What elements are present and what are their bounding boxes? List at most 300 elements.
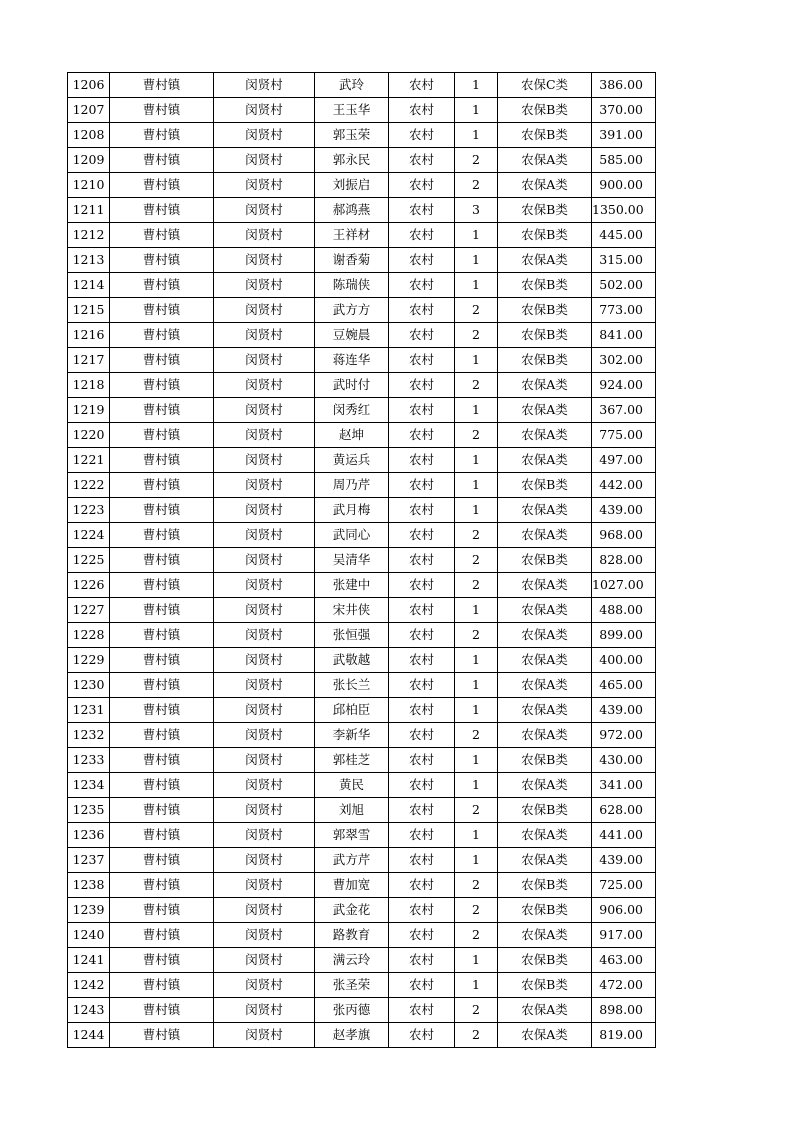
cell-household-type: 农村 bbox=[389, 348, 455, 373]
cell-village: 闵贤村 bbox=[214, 423, 315, 448]
cell-town: 曹村镇 bbox=[110, 98, 214, 123]
cell-person-name: 宋井侠 bbox=[315, 598, 389, 623]
cell-person-count: 2 bbox=[455, 148, 498, 173]
cell-household-type: 农村 bbox=[389, 298, 455, 323]
cell-household-type: 农村 bbox=[389, 748, 455, 773]
cell-person-name: 张建中 bbox=[315, 573, 389, 598]
cell-person-name: 郭翠雪 bbox=[315, 823, 389, 848]
cell-serial-number: 1237 bbox=[68, 848, 110, 873]
cell-insurance-category: 农保A类 bbox=[498, 848, 592, 873]
table-row bbox=[68, 448, 656, 473]
cell-person-count: 1 bbox=[455, 73, 498, 98]
cell-town: 曹村镇 bbox=[110, 548, 214, 573]
table-row bbox=[68, 398, 656, 423]
cell-serial-number: 1214 bbox=[68, 273, 110, 298]
cell-serial-number: 1230 bbox=[68, 673, 110, 698]
table-row bbox=[68, 148, 656, 173]
cell-amount: 725.00 bbox=[592, 873, 656, 898]
cell-household-type: 农村 bbox=[389, 798, 455, 823]
table-row bbox=[68, 323, 656, 348]
cell-insurance-category: 农保B类 bbox=[498, 123, 592, 148]
cell-person-count: 1 bbox=[455, 698, 498, 723]
cell-amount: 828.00 bbox=[592, 548, 656, 573]
cell-household-type: 农村 bbox=[389, 323, 455, 348]
cell-person-name: 郭桂芝 bbox=[315, 748, 389, 773]
cell-village: 闵贤村 bbox=[214, 948, 315, 973]
cell-town: 曹村镇 bbox=[110, 148, 214, 173]
cell-serial-number: 1221 bbox=[68, 448, 110, 473]
cell-amount: 775.00 bbox=[592, 423, 656, 448]
cell-person-name: 豆婉晨 bbox=[315, 323, 389, 348]
cell-household-type: 农村 bbox=[389, 173, 455, 198]
cell-village: 闵贤村 bbox=[214, 298, 315, 323]
cell-serial-number: 1242 bbox=[68, 973, 110, 998]
cell-village: 闵贤村 bbox=[214, 573, 315, 598]
table-row bbox=[68, 723, 656, 748]
cell-amount: 899.00 bbox=[592, 623, 656, 648]
cell-amount: 463.00 bbox=[592, 948, 656, 973]
table-row bbox=[68, 848, 656, 873]
cell-person-count: 2 bbox=[455, 1023, 498, 1048]
cell-person-count: 1 bbox=[455, 773, 498, 798]
cell-household-type: 农村 bbox=[389, 948, 455, 973]
cell-amount: 497.00 bbox=[592, 448, 656, 473]
cell-town: 曹村镇 bbox=[110, 973, 214, 998]
cell-person-count: 1 bbox=[455, 948, 498, 973]
cell-insurance-category: 农保B类 bbox=[498, 473, 592, 498]
cell-town: 曹村镇 bbox=[110, 423, 214, 448]
cell-insurance-category: 农保A类 bbox=[498, 398, 592, 423]
cell-town: 曹村镇 bbox=[110, 448, 214, 473]
cell-village: 闵贤村 bbox=[214, 198, 315, 223]
cell-person-name: 武同心 bbox=[315, 523, 389, 548]
cell-insurance-category: 农保A类 bbox=[498, 373, 592, 398]
cell-town: 曹村镇 bbox=[110, 948, 214, 973]
cell-town: 曹村镇 bbox=[110, 373, 214, 398]
cell-serial-number: 1239 bbox=[68, 898, 110, 923]
cell-village: 闵贤村 bbox=[214, 673, 315, 698]
cell-village: 闵贤村 bbox=[214, 98, 315, 123]
cell-village: 闵贤村 bbox=[214, 598, 315, 623]
cell-insurance-category: 农保A类 bbox=[498, 1023, 592, 1048]
cell-serial-number: 1210 bbox=[68, 173, 110, 198]
table-row bbox=[68, 473, 656, 498]
cell-household-type: 农村 bbox=[389, 273, 455, 298]
table-row bbox=[68, 998, 656, 1023]
cell-person-name: 邱柏臣 bbox=[315, 698, 389, 723]
cell-village: 闵贤村 bbox=[214, 223, 315, 248]
cell-village: 闵贤村 bbox=[214, 898, 315, 923]
table-row bbox=[68, 173, 656, 198]
cell-person-count: 1 bbox=[455, 498, 498, 523]
cell-insurance-category: 农保A类 bbox=[498, 923, 592, 948]
cell-household-type: 农村 bbox=[389, 448, 455, 473]
cell-town: 曹村镇 bbox=[110, 198, 214, 223]
cell-person-count: 2 bbox=[455, 548, 498, 573]
cell-household-type: 农村 bbox=[389, 773, 455, 798]
cell-town: 曹村镇 bbox=[110, 823, 214, 848]
cell-person-count: 1 bbox=[455, 473, 498, 498]
table-row bbox=[68, 673, 656, 698]
table-row bbox=[68, 748, 656, 773]
cell-person-name: 刘振启 bbox=[315, 173, 389, 198]
cell-insurance-category: 农保A类 bbox=[498, 823, 592, 848]
cell-serial-number: 1243 bbox=[68, 998, 110, 1023]
cell-household-type: 农村 bbox=[389, 1023, 455, 1048]
cell-person-count: 2 bbox=[455, 573, 498, 598]
cell-town: 曹村镇 bbox=[110, 623, 214, 648]
cell-insurance-category: 农保B类 bbox=[498, 973, 592, 998]
cell-person-name: 张恒强 bbox=[315, 623, 389, 648]
cell-amount: 367.00 bbox=[592, 398, 656, 423]
cell-household-type: 农村 bbox=[389, 648, 455, 673]
cell-serial-number: 1216 bbox=[68, 323, 110, 348]
cell-insurance-category: 农保A类 bbox=[498, 573, 592, 598]
table-row bbox=[68, 1023, 656, 1048]
cell-person-count: 1 bbox=[455, 223, 498, 248]
cell-insurance-category: 农保A类 bbox=[498, 698, 592, 723]
cell-town: 曹村镇 bbox=[110, 773, 214, 798]
cell-person-name: 蒋连华 bbox=[315, 348, 389, 373]
cell-household-type: 农村 bbox=[389, 198, 455, 223]
cell-serial-number: 1235 bbox=[68, 798, 110, 823]
cell-town: 曹村镇 bbox=[110, 898, 214, 923]
cell-town: 曹村镇 bbox=[110, 573, 214, 598]
cell-person-name: 王玉华 bbox=[315, 98, 389, 123]
cell-person-count: 2 bbox=[455, 523, 498, 548]
cell-amount: 386.00 bbox=[592, 73, 656, 98]
cell-town: 曹村镇 bbox=[110, 873, 214, 898]
cell-serial-number: 1209 bbox=[68, 148, 110, 173]
cell-serial-number: 1238 bbox=[68, 873, 110, 898]
cell-village: 闵贤村 bbox=[214, 623, 315, 648]
cell-insurance-category: 农保B类 bbox=[498, 223, 592, 248]
cell-serial-number: 1215 bbox=[68, 298, 110, 323]
cell-town: 曹村镇 bbox=[110, 298, 214, 323]
cell-person-count: 2 bbox=[455, 373, 498, 398]
cell-insurance-category: 农保B类 bbox=[498, 273, 592, 298]
cell-person-name: 王祥材 bbox=[315, 223, 389, 248]
cell-household-type: 农村 bbox=[389, 848, 455, 873]
cell-household-type: 农村 bbox=[389, 723, 455, 748]
cell-serial-number: 1213 bbox=[68, 248, 110, 273]
cell-person-count: 3 bbox=[455, 198, 498, 223]
cell-amount: 472.00 bbox=[592, 973, 656, 998]
cell-serial-number: 1241 bbox=[68, 948, 110, 973]
cell-person-count: 2 bbox=[455, 623, 498, 648]
table-row bbox=[68, 623, 656, 648]
cell-amount: 917.00 bbox=[592, 923, 656, 948]
cell-person-name: 武玲 bbox=[315, 73, 389, 98]
cell-village: 闵贤村 bbox=[214, 873, 315, 898]
cell-insurance-category: 农保B类 bbox=[498, 348, 592, 373]
cell-person-name: 武时付 bbox=[315, 373, 389, 398]
cell-household-type: 农村 bbox=[389, 998, 455, 1023]
cell-serial-number: 1207 bbox=[68, 98, 110, 123]
table-row bbox=[68, 798, 656, 823]
cell-insurance-category: 农保A类 bbox=[498, 523, 592, 548]
cell-serial-number: 1218 bbox=[68, 373, 110, 398]
cell-amount: 430.00 bbox=[592, 748, 656, 773]
cell-town: 曹村镇 bbox=[110, 123, 214, 148]
cell-insurance-category: 农保A类 bbox=[498, 723, 592, 748]
cell-household-type: 农村 bbox=[389, 73, 455, 98]
cell-serial-number: 1223 bbox=[68, 498, 110, 523]
cell-town: 曹村镇 bbox=[110, 498, 214, 523]
cell-village: 闵贤村 bbox=[214, 448, 315, 473]
cell-person-count: 2 bbox=[455, 923, 498, 948]
cell-person-count: 2 bbox=[455, 873, 498, 898]
cell-person-name: 路教育 bbox=[315, 923, 389, 948]
cell-household-type: 农村 bbox=[389, 248, 455, 273]
cell-serial-number: 1208 bbox=[68, 123, 110, 148]
cell-town: 曹村镇 bbox=[110, 348, 214, 373]
cell-serial-number: 1219 bbox=[68, 398, 110, 423]
cell-person-count: 2 bbox=[455, 423, 498, 448]
cell-household-type: 农村 bbox=[389, 973, 455, 998]
cell-serial-number: 1222 bbox=[68, 473, 110, 498]
cell-amount: 465.00 bbox=[592, 673, 656, 698]
cell-village: 闵贤村 bbox=[214, 748, 315, 773]
cell-household-type: 农村 bbox=[389, 123, 455, 148]
cell-household-type: 农村 bbox=[389, 698, 455, 723]
cell-person-name: 武方芹 bbox=[315, 848, 389, 873]
cell-town: 曹村镇 bbox=[110, 248, 214, 273]
cell-household-type: 农村 bbox=[389, 423, 455, 448]
cell-person-name: 武月梅 bbox=[315, 498, 389, 523]
cell-serial-number: 1229 bbox=[68, 648, 110, 673]
cell-amount: 400.00 bbox=[592, 648, 656, 673]
cell-town: 曹村镇 bbox=[110, 748, 214, 773]
cell-household-type: 农村 bbox=[389, 548, 455, 573]
cell-household-type: 农村 bbox=[389, 573, 455, 598]
cell-serial-number: 1217 bbox=[68, 348, 110, 373]
cell-household-type: 农村 bbox=[389, 98, 455, 123]
cell-village: 闵贤村 bbox=[214, 273, 315, 298]
cell-serial-number: 1231 bbox=[68, 698, 110, 723]
cell-amount: 924.00 bbox=[592, 373, 656, 398]
cell-serial-number: 1226 bbox=[68, 573, 110, 598]
cell-town: 曹村镇 bbox=[110, 173, 214, 198]
cell-person-name: 谢香菊 bbox=[315, 248, 389, 273]
cell-insurance-category: 农保A类 bbox=[498, 598, 592, 623]
cell-person-name: 武金花 bbox=[315, 898, 389, 923]
cell-amount: 819.00 bbox=[592, 1023, 656, 1048]
cell-serial-number: 1244 bbox=[68, 1023, 110, 1048]
cell-person-count: 1 bbox=[455, 848, 498, 873]
cell-insurance-category: 农保B类 bbox=[498, 298, 592, 323]
cell-amount: 972.00 bbox=[592, 723, 656, 748]
cell-insurance-category: 农保A类 bbox=[498, 173, 592, 198]
cell-amount: 1350.00 bbox=[592, 198, 656, 223]
cell-village: 闵贤村 bbox=[214, 123, 315, 148]
cell-household-type: 农村 bbox=[389, 223, 455, 248]
cell-insurance-category: 农保A类 bbox=[498, 998, 592, 1023]
cell-person-name: 满云玲 bbox=[315, 948, 389, 973]
cell-amount: 968.00 bbox=[592, 523, 656, 548]
cell-village: 闵贤村 bbox=[214, 398, 315, 423]
cell-insurance-category: 农保A类 bbox=[498, 148, 592, 173]
cell-amount: 906.00 bbox=[592, 898, 656, 923]
cell-village: 闵贤村 bbox=[214, 323, 315, 348]
cell-insurance-category: 农保B类 bbox=[498, 548, 592, 573]
cell-person-count: 2 bbox=[455, 323, 498, 348]
cell-amount: 773.00 bbox=[592, 298, 656, 323]
cell-village: 闵贤村 bbox=[214, 973, 315, 998]
cell-person-count: 2 bbox=[455, 998, 498, 1023]
cell-person-count: 1 bbox=[455, 448, 498, 473]
benefit-roster-table bbox=[67, 72, 656, 1048]
table-row bbox=[68, 648, 656, 673]
cell-person-count: 2 bbox=[455, 173, 498, 198]
cell-household-type: 农村 bbox=[389, 373, 455, 398]
cell-amount: 441.00 bbox=[592, 823, 656, 848]
cell-household-type: 农村 bbox=[389, 898, 455, 923]
cell-town: 曹村镇 bbox=[110, 323, 214, 348]
cell-person-count: 1 bbox=[455, 823, 498, 848]
cell-town: 曹村镇 bbox=[110, 523, 214, 548]
cell-person-name: 吴清华 bbox=[315, 548, 389, 573]
cell-person-name: 郝鸿燕 bbox=[315, 198, 389, 223]
cell-village: 闵贤村 bbox=[214, 773, 315, 798]
table-row bbox=[68, 98, 656, 123]
table-row bbox=[68, 823, 656, 848]
cell-person-name: 李新华 bbox=[315, 723, 389, 748]
cell-town: 曹村镇 bbox=[110, 223, 214, 248]
cell-village: 闵贤村 bbox=[214, 373, 315, 398]
cell-person-name: 曹加宽 bbox=[315, 873, 389, 898]
cell-serial-number: 1232 bbox=[68, 723, 110, 748]
cell-person-count: 1 bbox=[455, 98, 498, 123]
cell-person-count: 1 bbox=[455, 398, 498, 423]
cell-amount: 302.00 bbox=[592, 348, 656, 373]
table-row bbox=[68, 773, 656, 798]
cell-serial-number: 1212 bbox=[68, 223, 110, 248]
cell-household-type: 农村 bbox=[389, 398, 455, 423]
cell-serial-number: 1233 bbox=[68, 748, 110, 773]
table-row bbox=[68, 698, 656, 723]
cell-town: 曹村镇 bbox=[110, 273, 214, 298]
cell-household-type: 农村 bbox=[389, 598, 455, 623]
cell-insurance-category: 农保B类 bbox=[498, 323, 592, 348]
table-row bbox=[68, 348, 656, 373]
cell-village: 闵贤村 bbox=[214, 173, 315, 198]
cell-household-type: 农村 bbox=[389, 473, 455, 498]
cell-town: 曹村镇 bbox=[110, 798, 214, 823]
cell-village: 闵贤村 bbox=[214, 73, 315, 98]
cell-person-count: 1 bbox=[455, 123, 498, 148]
cell-town: 曹村镇 bbox=[110, 73, 214, 98]
table-row bbox=[68, 548, 656, 573]
table-row bbox=[68, 73, 656, 98]
cell-insurance-category: 农保B类 bbox=[498, 748, 592, 773]
table-row bbox=[68, 598, 656, 623]
cell-amount: 502.00 bbox=[592, 273, 656, 298]
cell-household-type: 农村 bbox=[389, 923, 455, 948]
cell-household-type: 农村 bbox=[389, 623, 455, 648]
cell-amount: 315.00 bbox=[592, 248, 656, 273]
cell-person-count: 1 bbox=[455, 748, 498, 773]
table-row bbox=[68, 273, 656, 298]
table-row bbox=[68, 498, 656, 523]
cell-serial-number: 1240 bbox=[68, 923, 110, 948]
cell-household-type: 农村 bbox=[389, 523, 455, 548]
table-row bbox=[68, 973, 656, 998]
cell-village: 闵贤村 bbox=[214, 923, 315, 948]
cell-amount: 391.00 bbox=[592, 123, 656, 148]
table-row bbox=[68, 198, 656, 223]
table-row bbox=[68, 873, 656, 898]
table-row bbox=[68, 373, 656, 398]
cell-amount: 900.00 bbox=[592, 173, 656, 198]
cell-person-count: 2 bbox=[455, 898, 498, 923]
table-row bbox=[68, 123, 656, 148]
cell-person-count: 1 bbox=[455, 598, 498, 623]
cell-insurance-category: 农保B类 bbox=[498, 898, 592, 923]
cell-town: 曹村镇 bbox=[110, 473, 214, 498]
table-row bbox=[68, 948, 656, 973]
cell-serial-number: 1220 bbox=[68, 423, 110, 448]
cell-person-count: 1 bbox=[455, 348, 498, 373]
cell-household-type: 农村 bbox=[389, 873, 455, 898]
cell-serial-number: 1211 bbox=[68, 198, 110, 223]
cell-amount: 1027.00 bbox=[592, 573, 656, 598]
cell-village: 闵贤村 bbox=[214, 1023, 315, 1048]
cell-serial-number: 1227 bbox=[68, 598, 110, 623]
cell-village: 闵贤村 bbox=[214, 848, 315, 873]
cell-village: 闵贤村 bbox=[214, 723, 315, 748]
cell-person-name: 武方方 bbox=[315, 298, 389, 323]
table-row bbox=[68, 223, 656, 248]
cell-household-type: 农村 bbox=[389, 673, 455, 698]
cell-serial-number: 1206 bbox=[68, 73, 110, 98]
cell-insurance-category: 农保A类 bbox=[498, 673, 592, 698]
cell-person-name: 黄运兵 bbox=[315, 448, 389, 473]
cell-person-name: 刘旭 bbox=[315, 798, 389, 823]
cell-village: 闵贤村 bbox=[214, 698, 315, 723]
cell-town: 曹村镇 bbox=[110, 998, 214, 1023]
table-row bbox=[68, 523, 656, 548]
cell-person-name: 黄民 bbox=[315, 773, 389, 798]
cell-person-name: 郭玉荣 bbox=[315, 123, 389, 148]
cell-household-type: 农村 bbox=[389, 498, 455, 523]
cell-household-type: 农村 bbox=[389, 823, 455, 848]
cell-village: 闵贤村 bbox=[214, 648, 315, 673]
table-row bbox=[68, 923, 656, 948]
cell-insurance-category: 农保A类 bbox=[498, 773, 592, 798]
cell-person-name: 张丙德 bbox=[315, 998, 389, 1023]
cell-village: 闵贤村 bbox=[214, 348, 315, 373]
cell-town: 曹村镇 bbox=[110, 398, 214, 423]
cell-village: 闵贤村 bbox=[214, 498, 315, 523]
cell-insurance-category: 农保C类 bbox=[498, 73, 592, 98]
cell-village: 闵贤村 bbox=[214, 798, 315, 823]
cell-amount: 898.00 bbox=[592, 998, 656, 1023]
cell-town: 曹村镇 bbox=[110, 698, 214, 723]
cell-town: 曹村镇 bbox=[110, 923, 214, 948]
cell-insurance-category: 农保A类 bbox=[498, 648, 592, 673]
table-row bbox=[68, 423, 656, 448]
cell-serial-number: 1228 bbox=[68, 623, 110, 648]
cell-household-type: 农村 bbox=[389, 148, 455, 173]
cell-person-count: 1 bbox=[455, 248, 498, 273]
cell-insurance-category: 农保B类 bbox=[498, 948, 592, 973]
table-row bbox=[68, 248, 656, 273]
cell-insurance-category: 农保B类 bbox=[498, 873, 592, 898]
cell-town: 曹村镇 bbox=[110, 1023, 214, 1048]
cell-person-name: 闵秀红 bbox=[315, 398, 389, 423]
cell-amount: 585.00 bbox=[592, 148, 656, 173]
